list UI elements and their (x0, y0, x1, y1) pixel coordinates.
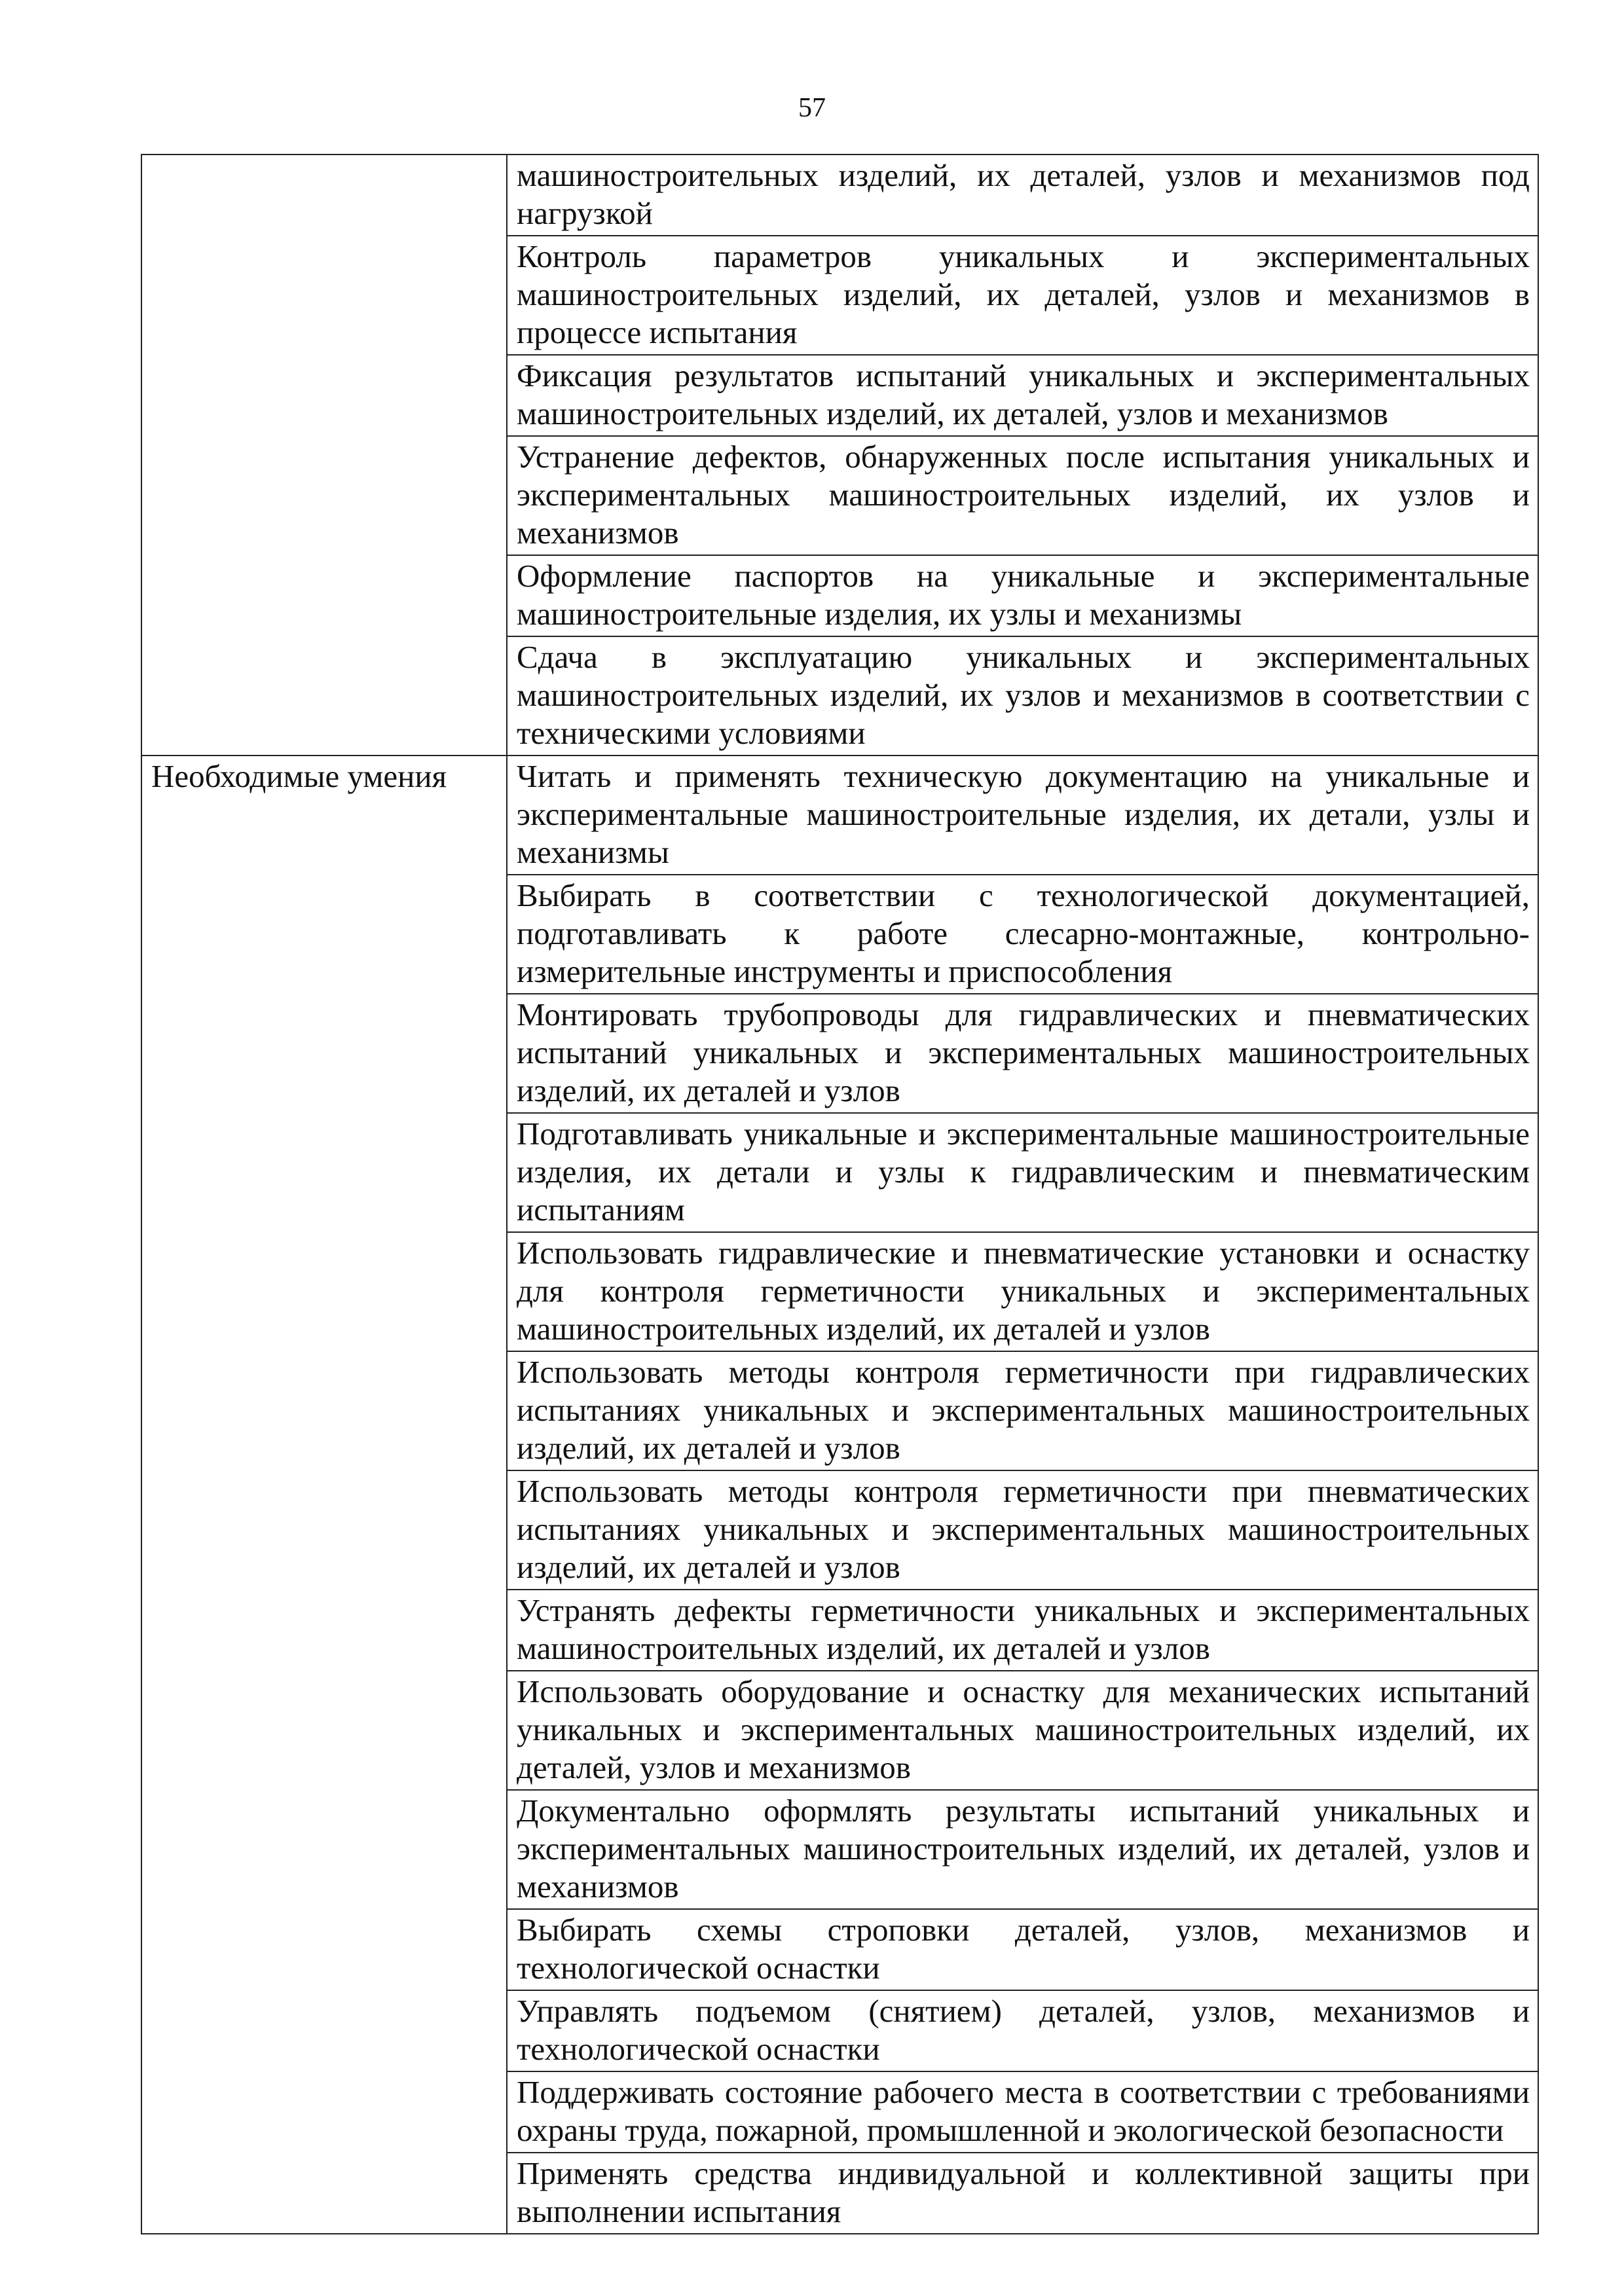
table-cell: Использовать методы контроля герметичности при гидравлических испытаниях уникальных и экспериментальных машиностроительных изделий, их деталей и узлов (507, 1351, 1538, 1470)
table-cell: Сдача в эксплуатацию уникальных и экспериментальных машиностроительных изделий, их узлов и механизмов в соответствии с техническими условиями (507, 636, 1538, 756)
table-cell: Использовать гидравлические и пневматические установки и оснастку для контроля герметичности уникальных и экспериментальных машиностроительных изделий, их деталей и узлов (507, 1232, 1538, 1351)
table-cell: Устранять дефекты герметичности уникальных и экспериментальных машиностроительных изделий, их деталей и узлов (507, 1590, 1538, 1671)
table-cell: Монтировать трубопроводы для гидравлических и пневматических испытаний уникальных и экспериментальных машиностроительных изделий, их деталей и узлов (507, 994, 1538, 1113)
requirements-table (141, 154, 1539, 2234)
row-label-empty (141, 155, 507, 756)
table-cell: машиностроительных изделий, их деталей, узлов и механизмов под нагрузкой (507, 155, 1538, 236)
table-row (141, 756, 1538, 875)
table-cell: Оформление паспортов на уникальные и экспериментальные машиностроительные изделия, их узлы и механизмы (507, 555, 1538, 636)
table-cell: Контроль параметров уникальных и экспериментальных машиностроительных изделий, их деталей, узлов и механизмов в процессе испытания (507, 236, 1538, 355)
table-cell: Использовать методы контроля герметичности при пневматических испытаниях уникальных и экспериментальных машиностроительных изделий, их деталей и узлов (507, 1470, 1538, 1590)
table-cell: Управлять подъемом (снятием) деталей, узлов, механизмов и технологической оснастки (507, 1990, 1538, 2071)
table-cell: Устранение дефектов, обнаруженных после испытания уникальных и экспериментальных машиностроительных изделий, их узлов и механизмов (507, 436, 1538, 555)
table-body (141, 155, 1538, 2234)
table-cell: Фиксация результатов испытаний уникальных и экспериментальных машиностроительных изделий, их деталей, узлов и механизмов (507, 355, 1538, 436)
table-cell: Использовать оборудование и оснастку для механических испытаний уникальных и экспериментальных машиностроительных изделий, их деталей, узлов и механизмов (507, 1671, 1538, 1790)
row-label-required-skills: Необходимые умения (141, 756, 507, 2234)
table-cell: Подготавливать уникальные и экспериментальные машиностроительные изделия, их детали и узлы к гидравлическим и пневматическим испытаниям (507, 1113, 1538, 1232)
table-row (141, 155, 1538, 236)
table-cell: Применять средства индивидуальной и коллективной защиты при выполнении испытания (507, 2153, 1538, 2234)
page-number: 57 (798, 93, 826, 123)
table-cell: Выбирать в соответствии с технологической документацией, подготавливать к работе слесарно-монтажные, контрольно-измерительные инструменты и приспособления (507, 875, 1538, 994)
table-cell: Выбирать схемы строповки деталей, узлов, механизмов и технологической оснастки (507, 1909, 1538, 1990)
table-cell: Читать и применять техническую документацию на уникальные и экспериментальные машиностроительные изделия, их детали, узлы и механизмы (507, 756, 1538, 875)
table-cell: Документально оформлять результаты испытаний уникальных и экспериментальных машиностроительных изделий, их деталей, узлов и механизмов (507, 1790, 1538, 1909)
table-cell: Поддерживать состояние рабочего места в соответствии с требованиями охраны труда, пожарной, промышленной и экологической безопасности (507, 2071, 1538, 2153)
